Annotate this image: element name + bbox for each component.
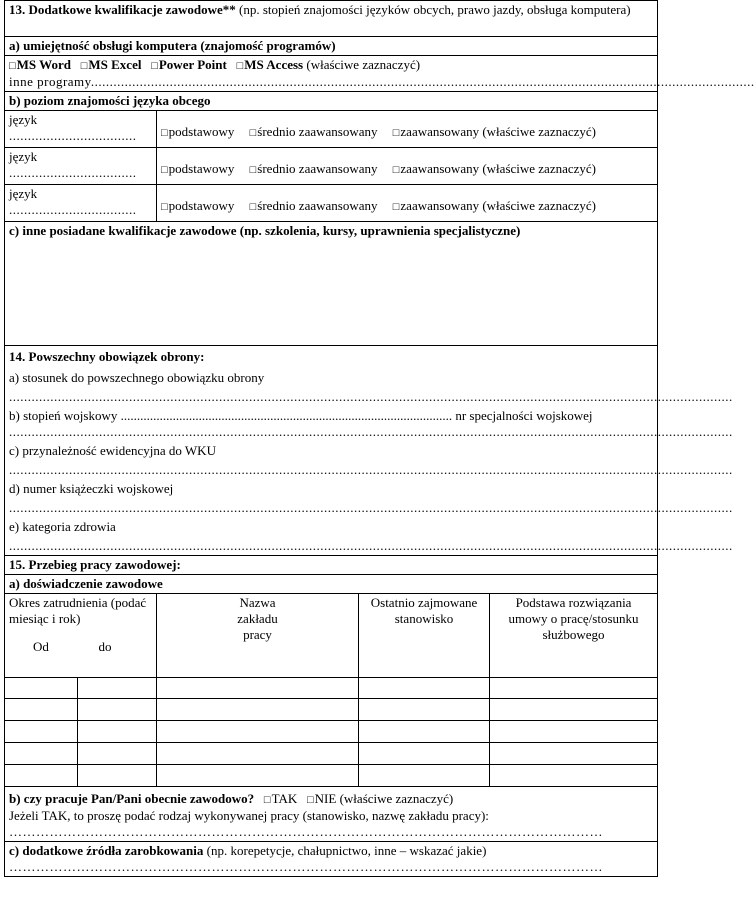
checkbox-yes[interactable]: □ TAK xyxy=(264,791,297,806)
other-programs-field[interactable]: inne programy................................................................................................................................................................................. xyxy=(9,74,755,89)
s13-computer-skills xyxy=(5,56,755,92)
s14-c-label: c) przynależność ewidencyjna do WKU xyxy=(9,443,216,458)
language-row xyxy=(5,111,658,148)
checkbox-level-intermediate[interactable]: □ średnio zaawansowany xyxy=(250,161,378,176)
cell-employer[interactable] xyxy=(157,699,359,721)
form-page xyxy=(4,0,755,877)
s14-b-dots[interactable]: ................................................................................................................................................................................................. xyxy=(9,424,733,439)
cell-to[interactable] xyxy=(78,721,157,743)
col-period-header xyxy=(5,594,157,678)
s15-additional-income xyxy=(5,842,658,877)
cell-to[interactable] xyxy=(78,765,157,787)
table-row xyxy=(5,678,658,699)
cell-basis[interactable] xyxy=(490,765,658,787)
language-levels xyxy=(157,111,658,148)
cell-to[interactable] xyxy=(78,699,157,721)
col-basis-header xyxy=(490,594,658,678)
checkbox-level-advanced[interactable]: □ zaawansowany (właściwe zaznaczyć) xyxy=(393,124,596,139)
s14-b-field[interactable]: b) stopień wojskowy ...................................................................................................... nr specjalności wojskowej xyxy=(9,408,593,423)
s13-heading-note: (np. stopień znajomości języków obcych, prawo jazdy, obsługa komputera) xyxy=(235,2,631,17)
s13-a-title: a) umiejętność obsługi komputera (znajomość programów) xyxy=(5,37,658,56)
cell-employer[interactable] xyxy=(157,678,359,699)
experience-header-row xyxy=(5,594,658,678)
col-basis-label: Podstawa rozwiązania umowy o pracę/stosunku służbowego xyxy=(508,595,639,642)
language-label: język xyxy=(9,149,38,164)
cell-from[interactable] xyxy=(5,743,78,765)
col-position-header: Ostatnio zajmowane stanowisko xyxy=(359,594,490,678)
checkbox-level-intermediate[interactable]: □ średnio zaawansowany xyxy=(250,124,378,139)
table-row xyxy=(5,743,658,765)
checkbox-level-intermediate[interactable]: □ średnio zaawansowany xyxy=(250,198,378,213)
s14-d-label: d) numer książeczki wojskowej xyxy=(9,481,174,496)
s13-heading-row xyxy=(5,1,658,37)
col-period-label: Okres zatrudnienia (podać miesiąc i rok) xyxy=(9,595,147,626)
col-employer-label: Nazwa zakładu pracy xyxy=(237,595,278,642)
cell-from[interactable] xyxy=(5,765,78,787)
cell-employer[interactable] xyxy=(157,721,359,743)
cell-from[interactable] xyxy=(5,699,78,721)
checkbox-level-basic[interactable]: □ podstawowy xyxy=(161,124,234,139)
col-to-label: do xyxy=(98,639,112,654)
s14-c-field[interactable]: ................................................................................................................................................................................................. xyxy=(9,462,733,477)
s15-b-note: (właściwe zaznaczyć) xyxy=(339,791,454,806)
s15-c-note: (np. korepetycje, chałupnictwo, inne – wskazać jakie) xyxy=(203,843,487,858)
s15-b-title: b) czy pracuje Pan/Pani obecnie zawodowo? xyxy=(9,791,255,806)
language-name-field[interactable] xyxy=(5,185,157,222)
language-label: język xyxy=(9,186,38,201)
language-dots: .................................. xyxy=(9,202,137,217)
cell-basis[interactable] xyxy=(490,678,658,699)
col-employer-header xyxy=(157,594,359,678)
language-levels xyxy=(157,148,658,185)
s14-a-field[interactable]: ................................................................................................................................................................................................. xyxy=(9,389,733,404)
s14-heading: 14. Powszechny obowiązek obrony: xyxy=(9,349,205,364)
cell-basis[interactable] xyxy=(490,699,658,721)
checkbox-level-advanced[interactable]: □ zaawansowany (właściwe zaznaczyć) xyxy=(393,198,596,213)
checkbox-level-basic[interactable]: □ podstawowy xyxy=(161,161,234,176)
s14-e-label: e) kategoria zdrowia xyxy=(9,519,116,534)
language-dots: .................................. xyxy=(9,128,137,143)
programs-note: (właściwe zaznaczyć) xyxy=(306,57,421,72)
other-programs-label: inne programy xyxy=(9,74,91,89)
cell-position[interactable] xyxy=(359,765,490,787)
language-dots: .................................. xyxy=(9,165,137,180)
cell-from[interactable] xyxy=(5,721,78,743)
cell-from[interactable] xyxy=(5,678,78,699)
language-name-field[interactable] xyxy=(5,148,157,185)
s15-a-title: a) doświadczenie zawodowe xyxy=(5,575,658,594)
checkbox-level-basic[interactable]: □ podstawowy xyxy=(161,198,234,213)
table-row xyxy=(5,721,658,743)
table-row xyxy=(5,765,658,787)
cell-employer[interactable] xyxy=(157,765,359,787)
s14-defense xyxy=(5,346,733,556)
language-levels xyxy=(157,185,658,222)
s14-e-field[interactable]: ................................................................................................................................................................................................. xyxy=(9,538,733,553)
col-from-to xyxy=(9,639,152,655)
form-table xyxy=(4,0,755,877)
language-row xyxy=(5,185,658,222)
checkbox-ms-excel[interactable]: □ MS Excel xyxy=(81,57,142,72)
checkbox-power-point[interactable]: □ Power Point xyxy=(151,57,227,72)
cell-position[interactable] xyxy=(359,721,490,743)
s15-current-work xyxy=(5,787,658,842)
cell-position[interactable] xyxy=(359,699,490,721)
s14-d-field[interactable]: ................................................................................................................................................................................................. xyxy=(9,500,733,515)
col-from-label: Od xyxy=(33,639,49,654)
s15-c-title: c) dodatkowe źródła zarobkowania xyxy=(9,843,204,858)
s13-heading-title: 13. Dodatkowe kwalifikacje zawodowe** xyxy=(9,2,236,17)
cell-to[interactable] xyxy=(78,743,157,765)
language-row xyxy=(5,148,658,185)
checkbox-level-advanced[interactable]: □ zaawansowany (właściwe zaznaczyć) xyxy=(393,161,596,176)
s14-a-label: a) stosunek do powszechnego obowiązku obrony xyxy=(9,370,265,385)
s15-heading: 15. Przebieg pracy zawodowej: xyxy=(5,556,658,575)
s15-c-field[interactable]: …………………………………………………………………………………………………………………… xyxy=(9,859,603,874)
checkbox-ms-access[interactable]: □ MS Access xyxy=(237,57,304,72)
language-name-field[interactable] xyxy=(5,111,157,148)
language-label: język xyxy=(9,112,38,127)
s15-b-field[interactable]: …………………………………………………………………………………………………………………… xyxy=(9,824,603,839)
s13-b-title: b) poziom znajomości języka obcego xyxy=(5,92,658,111)
cell-position[interactable] xyxy=(359,678,490,699)
s14-b-label: b) stopień wojskowy xyxy=(9,408,118,423)
checkbox-ms-word[interactable]: □ MS Word xyxy=(9,57,71,72)
cell-to[interactable] xyxy=(78,678,157,699)
cell-basis[interactable] xyxy=(490,743,658,765)
table-row xyxy=(5,699,658,721)
s15-b-line: Jeżeli TAK, to proszę podać rodzaj wykonywanej pracy (stanowisko, nazwę zakładu pracy): xyxy=(9,808,489,823)
cell-position[interactable] xyxy=(359,743,490,765)
checkbox-no[interactable]: □ NIE xyxy=(307,791,336,806)
cell-employer[interactable] xyxy=(157,743,359,765)
s13-heading xyxy=(5,1,658,37)
other-qualifications-field[interactable] xyxy=(5,222,658,346)
s13-c-title: c) inne posiadane kwalifikacje zawodowe (np. szkolenia, kursy, uprawnienia specjalistyczne) xyxy=(9,223,521,238)
s14-b-right-label: nr specjalności wojskowej xyxy=(455,408,593,423)
cell-basis[interactable] xyxy=(490,721,658,743)
